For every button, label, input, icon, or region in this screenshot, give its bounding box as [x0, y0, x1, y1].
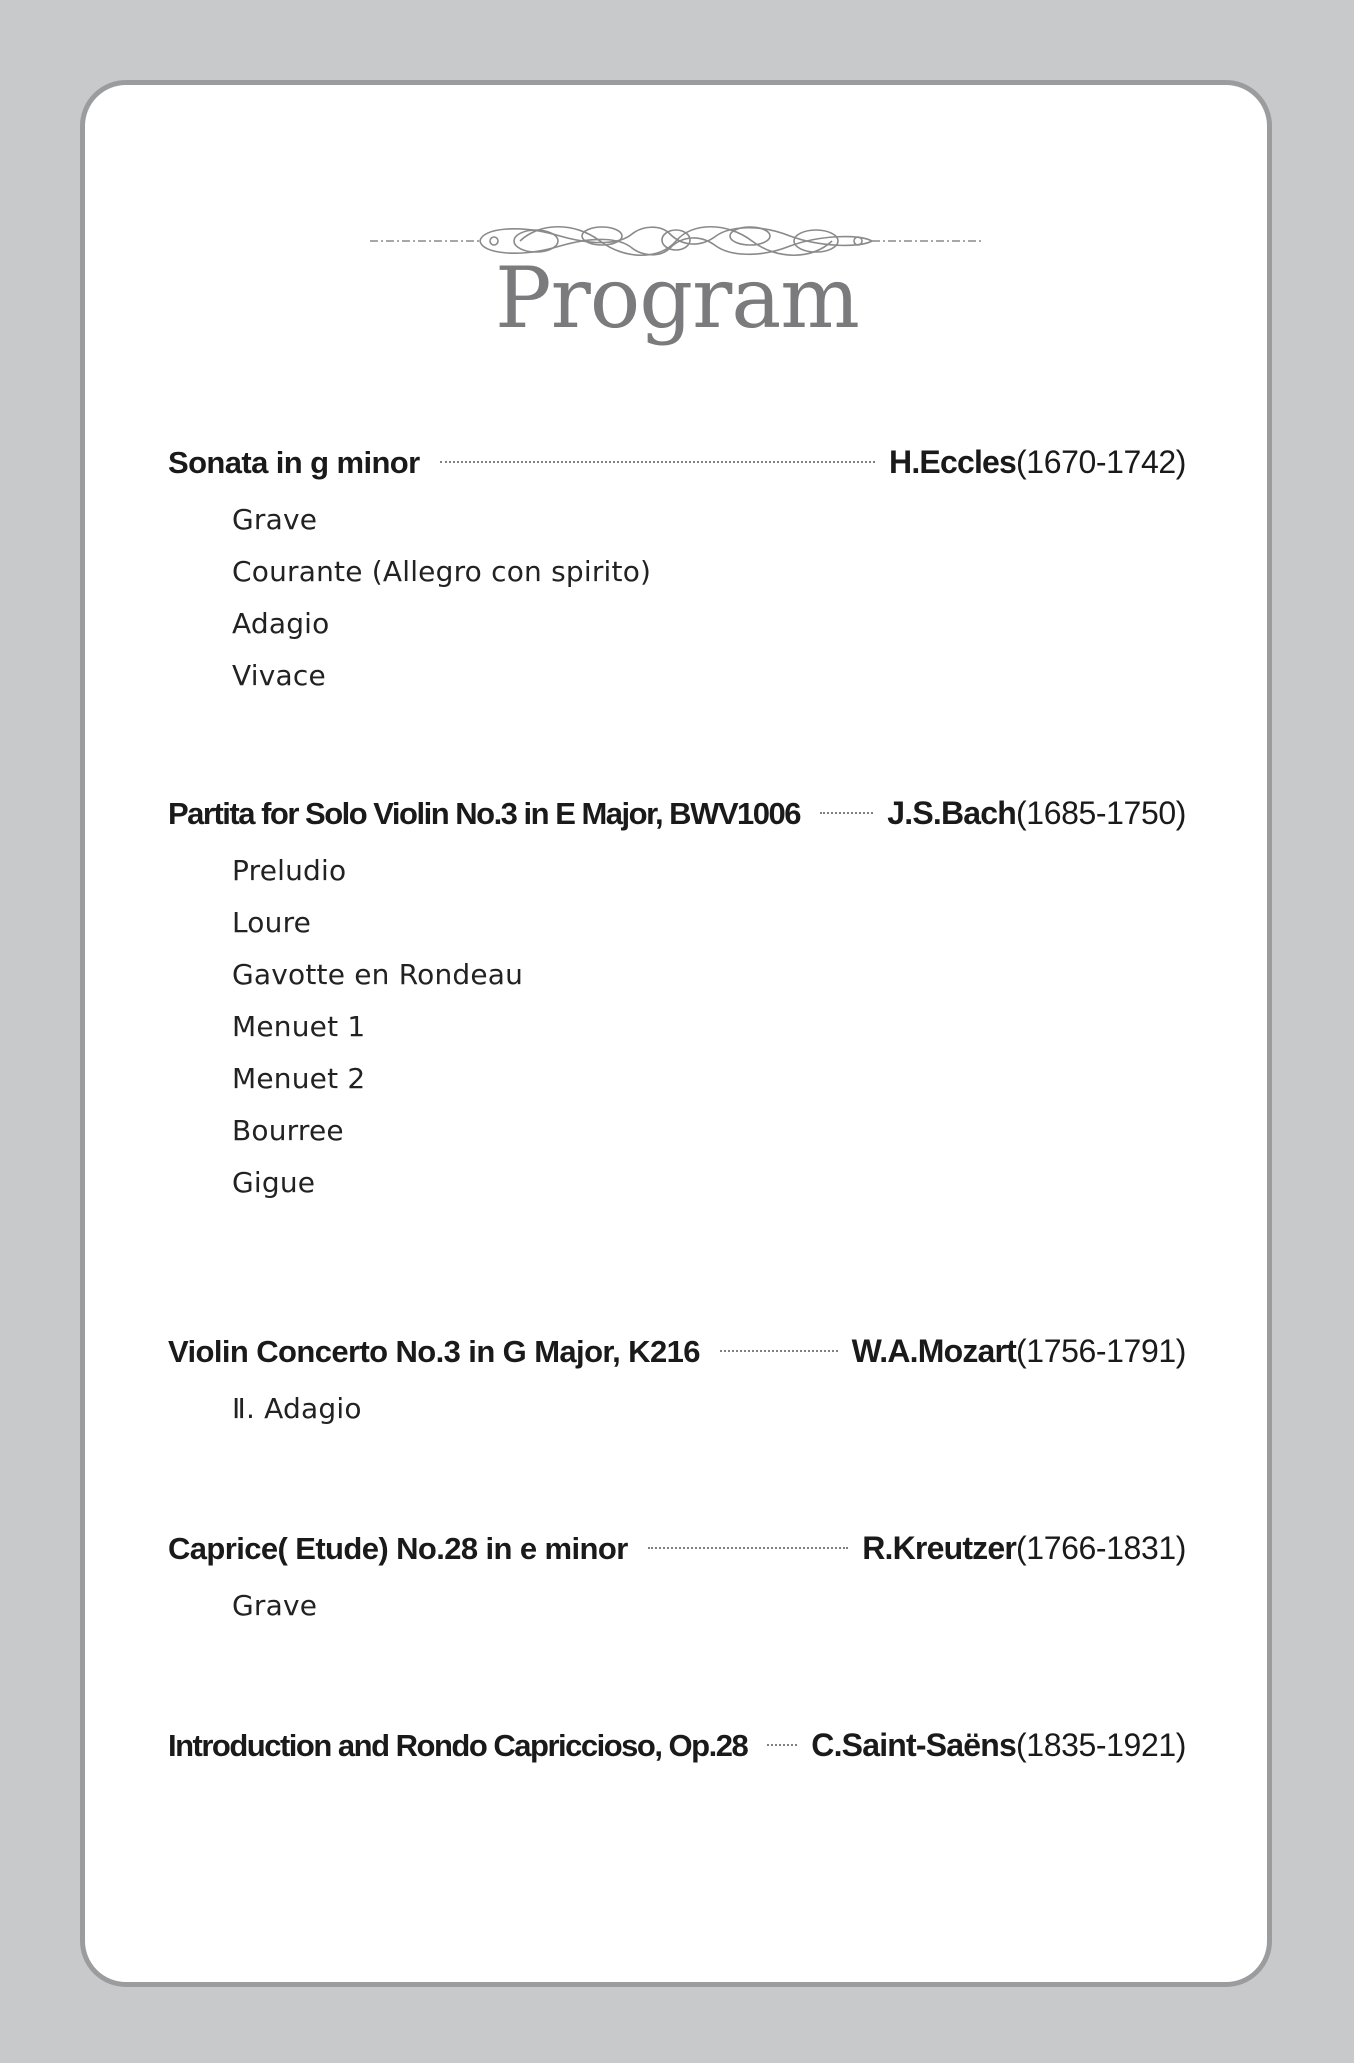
composer-years: (1670-1742) [1016, 444, 1186, 480]
movement-item: Gavotte en Rondeau [232, 958, 524, 991]
movement-item: Menuet 1 [232, 1010, 366, 1043]
movement-list [232, 494, 1186, 702]
movement-item: Menuet 2 [232, 1062, 366, 1095]
movement-item: Ⅱ. Adagio [232, 1392, 362, 1425]
program-item [168, 789, 1186, 1209]
dotted-leader [440, 461, 875, 463]
program-item-header [168, 1721, 1186, 1769]
movement-item: Grave [232, 1589, 318, 1622]
movement-item: Adagio [232, 607, 330, 640]
composer-name: R.Kreutzer [862, 1530, 1017, 1566]
composer-name: J.S.Bach [887, 795, 1017, 831]
composer-years: (1685-1750) [1016, 795, 1186, 831]
movement-item: Preludio [232, 854, 347, 887]
movement-list [232, 1580, 1186, 1632]
program-item [168, 1327, 1186, 1435]
page-title: Program [495, 249, 859, 347]
movement-item: Courante (Allegro con spirito) [232, 555, 652, 588]
work-title: Partita for Solo Violin No.3 in E Major, BWV1006 [168, 796, 800, 831]
program-item [168, 1524, 1186, 1632]
program-item-header [168, 1524, 1186, 1572]
work-title: Violin Concerto No.3 in G Major, K216 [168, 1334, 700, 1369]
composer-name: W.A.Mozart [851, 1333, 1017, 1369]
composer-name: C.Saint-Saëns [811, 1727, 1017, 1763]
dotted-leader [820, 812, 873, 814]
program-item-header [168, 438, 1186, 486]
movement-item: Bourree [232, 1114, 344, 1147]
program-item-header [168, 1327, 1186, 1375]
composer-years: (1835-1921) [1016, 1727, 1186, 1763]
composer-years: (1766-1831) [1016, 1530, 1186, 1566]
movement-item: Grave [232, 503, 318, 536]
work-title: Introduction and Rondo Capriccioso, Op.28 [168, 1728, 748, 1763]
movement-item: Vivace [232, 659, 326, 692]
program-item [168, 438, 1186, 702]
dotted-leader [767, 1744, 797, 1746]
movement-item: Loure [232, 906, 312, 939]
program-item [168, 1721, 1186, 1769]
dotted-leader [720, 1350, 838, 1352]
composer-name: H.Eccles [889, 444, 1017, 480]
work-title: Caprice( Etude) No.28 in e minor [168, 1531, 628, 1566]
movement-list [232, 1383, 1186, 1435]
movement-list [232, 845, 1186, 1209]
composer-years: (1756-1791) [1016, 1333, 1186, 1369]
dotted-leader [648, 1547, 849, 1549]
work-title: Sonata in g minor [168, 445, 420, 480]
movement-item: Gigue [232, 1166, 316, 1199]
program-item-header [168, 789, 1186, 837]
